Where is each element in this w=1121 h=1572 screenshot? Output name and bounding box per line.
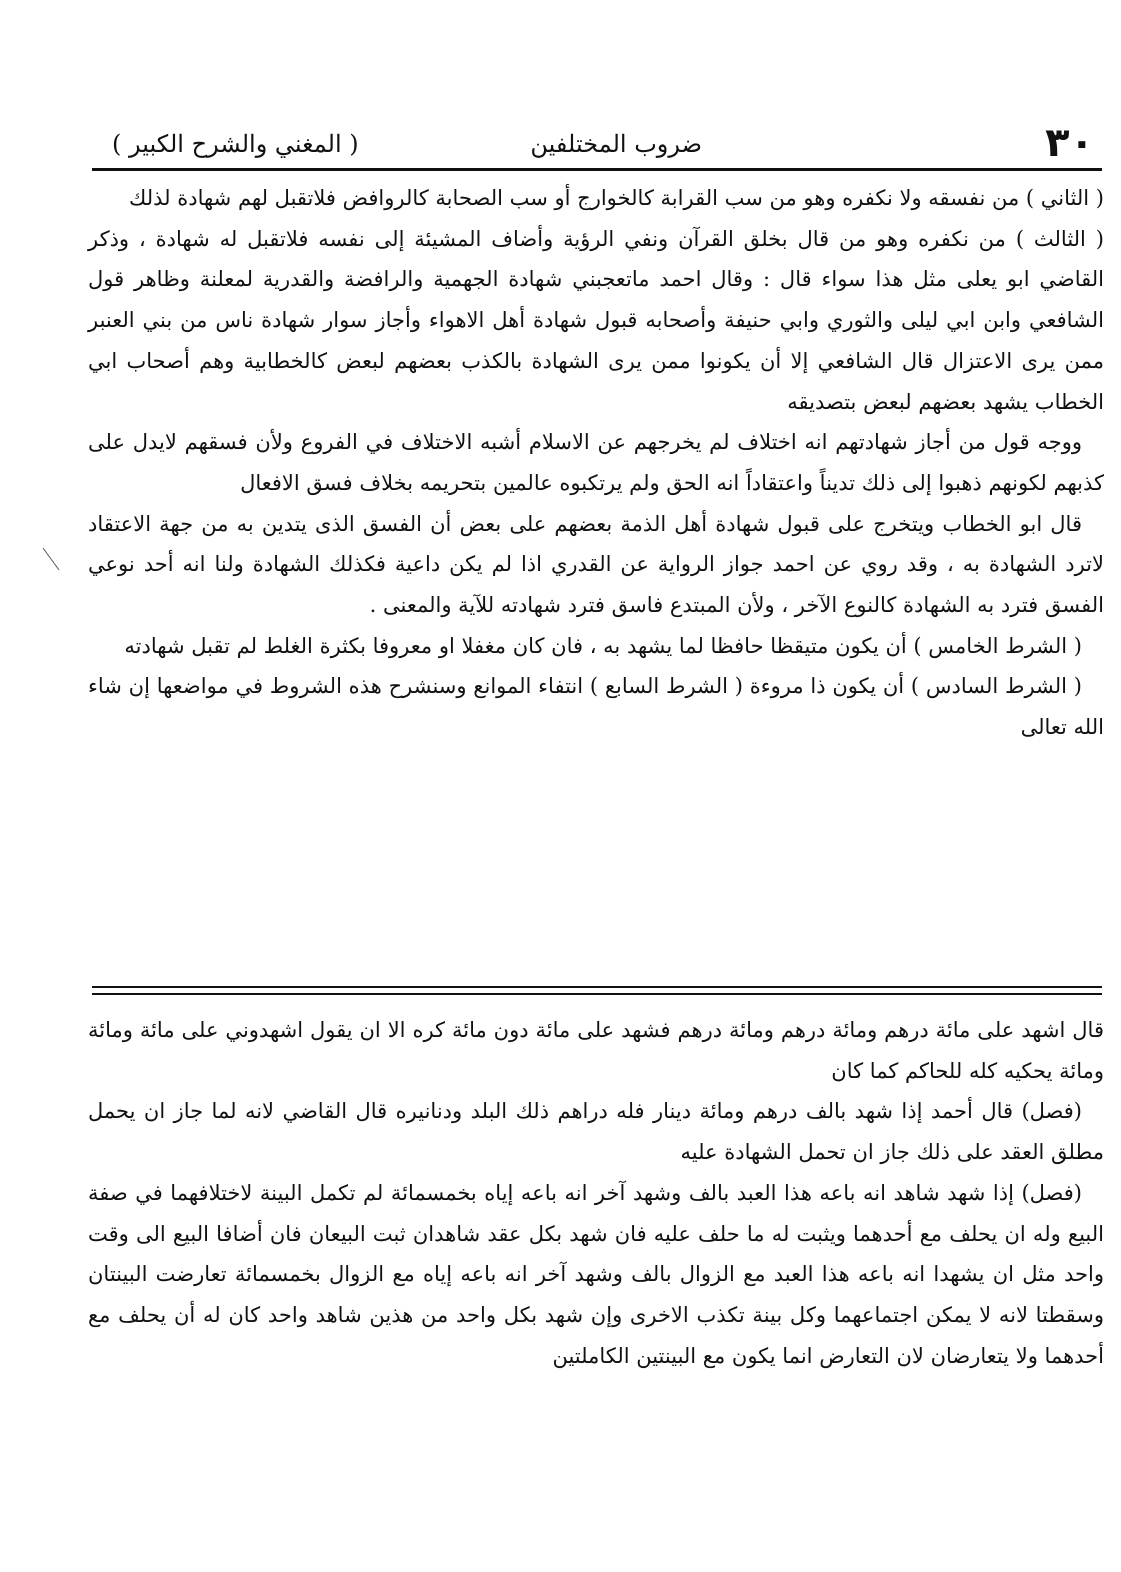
paragraph: ووجه قول من أجاز شهادتهم انه اختلاف لم يخرجهم عن الاسلام أشبه الاختلاف في الفروع ولأن فسقهم لايدل على كذبهم لكونهم ذهبوا إلى ذلك تديناً واعتقاداً انه الحق ولم يرتكبوه عالمين بتحريمه بخلاف فسق الافعال bbox=[88, 430, 1104, 495]
section-divider bbox=[92, 986, 1102, 988]
page-header bbox=[92, 118, 1102, 168]
commentary-section bbox=[88, 178, 1104, 748]
paragraph: قال ابو الخطاب ويتخرج على قبول شهادة أهل الذمة بعضهم على بعض أن الفسق الذى يتدين به من جهة الاعتقاد لاترد الشهادة به ، وقد روي عن احمد جواز الرواية عن القدري اذا لم يكن داعية فكذلك الشهادة ولنا انه أحد نوعي الفسق فترد به الشهادة كالنوع الآخر ، ولأن المبتدع فاسق فترد شهادته للآية والمعنى . bbox=[88, 511, 1104, 618]
book-title: ( المغني والشرح الكبير ) bbox=[112, 130, 359, 158]
page-number: ٣٠ bbox=[1045, 120, 1094, 166]
paragraph: قال اشهد على مائة درهم ومائة درهم ومائة درهم فشهد على مائة دون مائة كره الا ان يقول اشهدوني على مائة ومائة ومائة يحكيه كله للحاكم كما كان bbox=[88, 1018, 1104, 1083]
paragraph: ( الثاني ) من نفسقه ولا نكفره وهو من سب القرابة كالخوارج أو سب الصحابة كالروافض فلاتقبل لهم شهادة لذلك bbox=[129, 186, 1104, 210]
paragraph: ( الثالث ) من نكفره وهو من قال بخلق القرآن ونفي الرؤية وأضاف المشيئة إلى نفسه فلاتقبل له شهادة ، وذكر القاضي ابو يعلى مثل هذا سواء قال : وقال احمد ماتعجبني شهادة الجهمية والرافضة والقدرية لمعلنة وظاهر قول الشافعي وابن ابي ليلى والثوري وابي حنيفة وأصحابه قبول شهادة أهل الاهواء وأجاز سوار شهادة ناس من بني العنبر ممن يرى الاعتزال قال الشافعي إلا أن يكونوا ممن يرى الشهادة بالكذب بعضهم لبعض كالخطابية وهم أصحاب ابي الخطاب يشهد بعضهم لبعض بتصديقه bbox=[88, 226, 1104, 414]
margin-mark bbox=[40, 545, 62, 573]
section-divider bbox=[92, 993, 1102, 995]
paragraph: (فصل) إذا شهد شاهد انه باعه هذا العبد بالف وشهد آخر انه باعه إياه بخمسمائة لم تكمل البينة لاختلافهما في صفة البيع وله ان يحلف مع أحدهما ويثبت له ما حلف عليه فان شهد بكل عقد شاهدان ثبت البيعان فان أضافا البيع الى وقت واحد مثل ان يشهدا انه باعه هذا العبد مع الزوال بالف وشهد آخر انه باعه إياه مع الزوال بخمسمائة تعارضت البينتان وسقطتا لانه لا يمكن اجتماعهما وكل بينة تكذب الاخرى وإن شهد بكل واحد من هذين شاهد واحد كان له أن يحلف مع أحدهما ولا يتعارضان لان التعارض انما يكون مع البينتين الكاملتين bbox=[88, 1180, 1104, 1368]
paragraph: ( الشرط السادس ) أن يكون ذا مروءة ( الشرط السابع ) انتفاء الموانع وسنشرح هذه الشروط في مواضعها إن شاء الله تعالى bbox=[88, 674, 1104, 740]
running-title: ضروب المختلفين bbox=[530, 130, 702, 158]
main-text-section bbox=[88, 1010, 1104, 1376]
paragraph: ( الشرط الخامس ) أن يكون متيقظا حافظا لما يشهد به ، فان كان مغفلا او معروفا بكثرة الغلط لم تقبل شهادته bbox=[124, 633, 1082, 658]
paragraph: (فصل) قال أحمد إذا شهد بالف درهم ومائة دينار فله دراهم ذلك البلد ودنانيره قال القاضي لانه لما جاز ان يحمل مطلق العقد على ذلك جاز ان تحمل الشهادة عليه bbox=[88, 1099, 1104, 1165]
header-rule bbox=[92, 168, 1102, 171]
